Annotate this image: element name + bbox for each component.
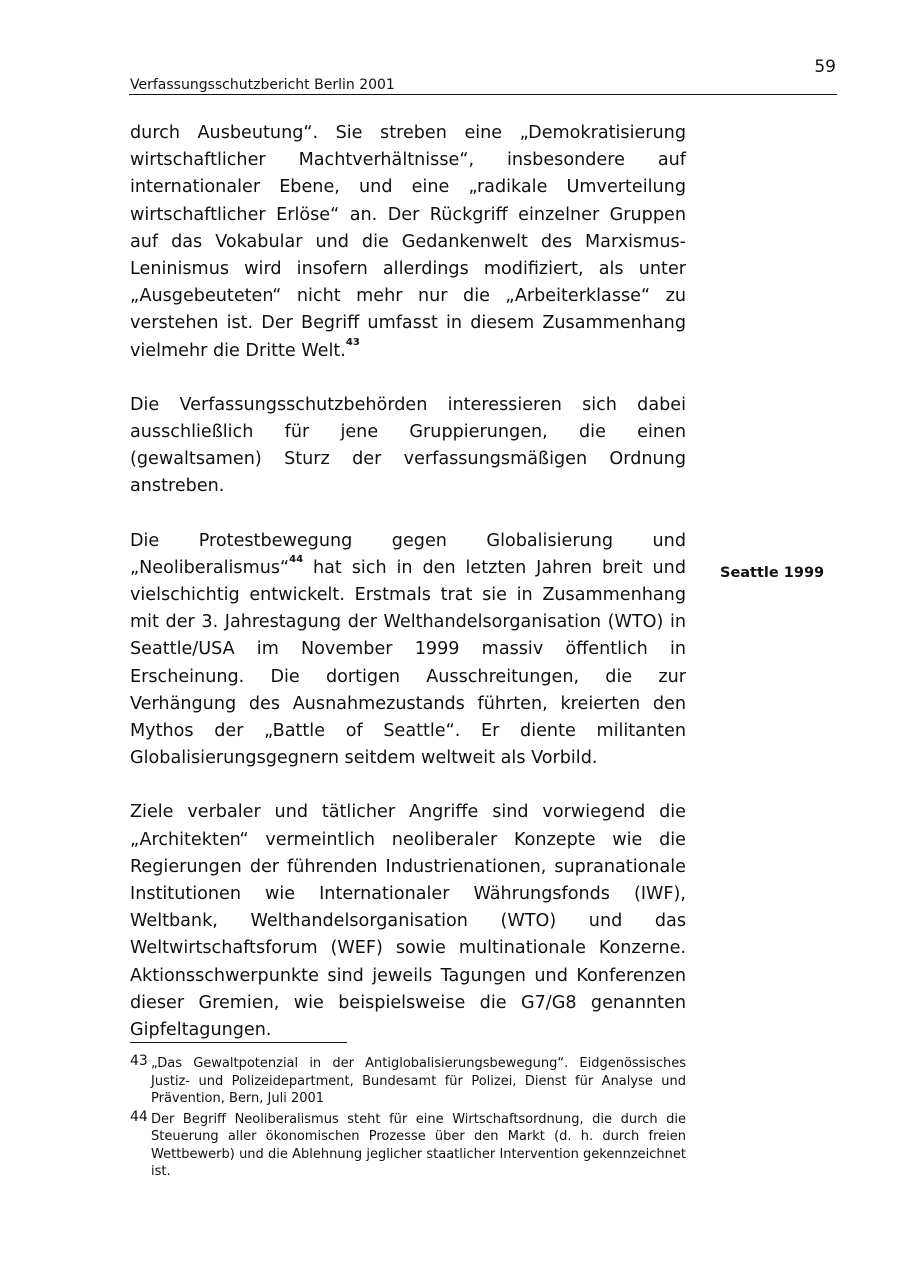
footnotes bbox=[130, 1053, 686, 1182]
paragraph-2-text: Die Verfassungsschutzbehörden interessieren sich dabei ausschließlich für jene Gruppierungen, die einen (gewaltsamen) Sturz der verfassungsmäßigen Ordnung anstreben. bbox=[130, 394, 686, 497]
margin-note: Seattle 1999 bbox=[720, 565, 825, 581]
page-number: 59 bbox=[814, 57, 836, 77]
paragraph-1 bbox=[130, 120, 686, 365]
footnote-ref-43[interactable]: 43 bbox=[345, 336, 360, 348]
footnote-text: Der Begriff Neoliberalismus steht für eine Wirtschaftsordnung, die durch die Steuerung aller ökonomischen Prozesse über den Markt (d. h. durch freien Wettbewerb) und die Ablehnung jeglicher staatlicher Intervention gekennzeichnet ist. bbox=[151, 1111, 686, 1179]
paragraph-4-text: Ziele verbaler und tätlicher Angriffe sind vorwiegend die „Architekten“ vermeintlich neoliberaler Konzepte wie die Regierungen der führenden Industrienationen, supranationale Institutionen wie Internationaler Währungsfonds (IWF), Weltbank, Welthandelsorganisation (WTO) und das Weltwirtschaftsforum (WEF) sowie multinationale Konzerne. Aktionsschwerpunkte sind jeweils Tagungen und Konferenzen dieser Gremien, wie beispielsweise die G7/G8 genannten Gipfeltagungen. bbox=[130, 802, 686, 1041]
footnote-43 bbox=[130, 1053, 686, 1108]
footnote-number: 43 bbox=[130, 1053, 148, 1069]
paragraph-3 bbox=[130, 528, 686, 773]
running-header-title: Verfassungsschutzbericht Berlin 2001 bbox=[130, 77, 395, 93]
footnote-text: „Das Gewaltpotenzial in der Antiglobalisierungsbewegung“. Eidgenössisches Justiz- und Polizeidepartment, Bundesamt für Polizei, Dienst für Analyse und Prävention, Bern, Juli 2001 bbox=[151, 1056, 686, 1106]
paragraph-3-text-after: hat sich in den letzten Jahren breit und vielschichtig entwickelt. Erstmals trat sie in Zusammenhang mit der 3. Jahrestagung der Welthandelsorganisation (WTO) in Seattle/USA im November 1999 massiv öffentlich in Erscheinung. Die dortigen Ausschreitungen, die zur Verhängung des Ausnahmezustands führten, kreierten den Mythos der „Battle of Seattle“. Er diente militanten Globalisierungsgegnern seitdem weltweit als Vorbild. bbox=[130, 557, 686, 769]
paragraph-3-text-before: Die Protestbewegung gegen Globalisierung und „Neoliberalismus“ bbox=[130, 530, 686, 578]
footnote-44 bbox=[130, 1109, 686, 1181]
main-text bbox=[130, 120, 686, 1071]
paragraph-2 bbox=[130, 392, 686, 501]
footnote-number: 44 bbox=[130, 1108, 148, 1125]
paragraph-4 bbox=[130, 799, 686, 1044]
footnote-ref-44[interactable]: 44 bbox=[289, 553, 304, 565]
footnote-separator bbox=[130, 1042, 347, 1043]
paragraph-1-text: durch Ausbeutung“. Sie streben eine „Demokratisierung wirtschaftlicher Machtverhältnisse“, insbesondere auf internationaler Ebene, und eine „radikale Umverteilung wirtschaftlicher Erlöse“ an. Der Rückgriff einzelner Gruppen auf das Vokabular und die Gedankenwelt des Marxismus-Leninismus wird insofern allerdings modifiziert, als unter „Ausgebeuteten“ nicht mehr nur die „Arbeiterklasse“ zu verstehen ist. Der Begriff umfasst in diesem Zusammenhang vielmehr die Dritte Welt. bbox=[130, 123, 686, 361]
header-rule bbox=[129, 94, 837, 95]
